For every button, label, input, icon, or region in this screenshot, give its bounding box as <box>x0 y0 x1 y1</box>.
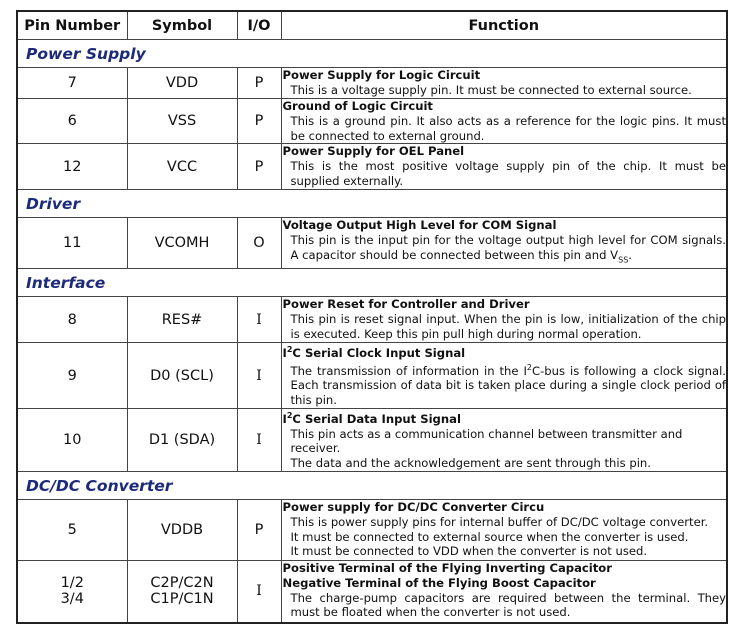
function <box>281 99 727 144</box>
table-row <box>17 409 727 472</box>
pin-number: 10 <box>17 409 127 472</box>
function-title: Negative Terminal of the Flying Boost Capacitor <box>282 575 596 590</box>
pin-number: 9 <box>17 343 127 409</box>
symbol: RES# <box>127 297 237 343</box>
function-title: Voltage Output High Level for COM Signal <box>282 218 557 233</box>
title-text: I <box>282 345 287 360</box>
pin-number <box>17 561 127 623</box>
function-desc: The data and the acknowledgement are sent through this pin. <box>290 456 651 471</box>
function-desc: This is a ground pin. It also acts as a reference for the logic pins. It must be connected to external ground. <box>290 113 726 143</box>
desc-text: C-bus is following a clock signal. Each transmission of data bit is taken place during a single clock period of this pin. <box>290 363 726 408</box>
section-power-supply: Power Supply <box>17 40 727 68</box>
function-desc: This is power supply pins for internal buffer of DC/DC voltage converter. <box>290 514 709 529</box>
symbol: D0 (SCL) <box>127 343 237 409</box>
title-superscript: 2 <box>286 345 293 355</box>
pin-number-1: 1/2 <box>60 575 84 592</box>
io-type: O <box>237 218 281 269</box>
title-text: I <box>282 411 287 426</box>
symbol <box>127 561 237 623</box>
symbol: VCC <box>127 144 237 190</box>
section-driver: Driver <box>17 190 727 218</box>
table-row <box>17 68 727 99</box>
desc-subscript: SS <box>618 255 629 265</box>
section-row <box>17 269 727 297</box>
symbol: VDDB <box>127 500 237 561</box>
section-row <box>17 190 727 218</box>
function-title: Ground of Logic Circuit <box>282 99 433 113</box>
section-row <box>17 472 727 500</box>
function-desc: This pin is reset signal input. When the pin is low, initialization of the chip is executed. Keep this pin pull high during normal operation. <box>290 311 726 341</box>
header-row <box>17 11 727 40</box>
io-type: P <box>237 68 281 99</box>
table-row <box>17 343 727 409</box>
pin-number: 7 <box>17 68 127 99</box>
function-desc: The charge-pump capacitors are required between the terminal. They must be floated when the converter is not used. <box>290 590 726 620</box>
io-type: P <box>237 99 281 144</box>
pin-number: 12 <box>17 144 127 190</box>
io-type: P <box>237 144 281 190</box>
table-row <box>17 561 727 623</box>
function-desc: This is the most positive voltage supply pin of the chip. It must be supplied externally. <box>290 159 726 188</box>
table-row <box>17 500 727 561</box>
io-type: I <box>237 409 281 472</box>
desc-text: This pin is the input pin for the voltage output high level for COM signals. A capacitor should be connected between this pin and V <box>290 233 726 262</box>
function <box>281 409 727 472</box>
title-text: C Serial Clock Input Signal <box>292 345 466 360</box>
pin-number: 11 <box>17 218 127 269</box>
io-type: I <box>237 561 281 623</box>
section-dcdc-converter: DC/DC Converter <box>17 472 727 500</box>
table-row <box>17 99 727 144</box>
symbol: VSS <box>127 99 237 144</box>
function-desc: This pin acts as a communication channel between transmitter and receiver. <box>290 426 683 456</box>
symbol-1: C2P/C2N <box>150 575 214 592</box>
section-row <box>17 40 727 68</box>
function-desc: It must be connected to external source when the converter is used. <box>290 529 689 544</box>
pin-number-2: 3/4 <box>60 591 84 608</box>
function <box>281 297 727 343</box>
header-pin-number: Pin Number <box>17 11 127 40</box>
desc-text: The transmission of information in the I <box>290 363 527 378</box>
function-title <box>282 343 727 361</box>
section-interface: Interface <box>17 269 727 297</box>
pin-number: 5 <box>17 500 127 561</box>
function <box>281 561 727 623</box>
function-title: Power Reset for Controller and Driver <box>282 297 530 312</box>
header-io: I/O <box>237 11 281 40</box>
function <box>281 500 727 561</box>
title-text: C Serial Data Input Signal <box>292 411 461 426</box>
function-desc: It must be connected to VDD when the converter is not used. <box>290 544 648 559</box>
desc-superscript: 2 <box>526 362 532 372</box>
function <box>281 144 727 190</box>
pin-number: 6 <box>17 99 127 144</box>
io-type: I <box>237 297 281 343</box>
header-symbol: Symbol <box>127 11 237 40</box>
table-row <box>17 218 727 269</box>
function-title: Power supply for DC/DC Converter Circu <box>282 500 545 515</box>
function-desc <box>282 233 727 268</box>
pin-number: 8 <box>17 297 127 343</box>
function-desc <box>282 361 727 408</box>
function-title: Power Supply for Logic Circuit <box>282 68 481 82</box>
symbol-2: C1P/C1N <box>150 591 214 608</box>
desc-end: . <box>628 247 632 262</box>
function-title <box>282 409 727 427</box>
table-row <box>17 297 727 343</box>
title-superscript: 2 <box>286 411 293 420</box>
function <box>281 68 727 99</box>
symbol: VCOMH <box>127 218 237 269</box>
symbol: VDD <box>127 68 237 99</box>
symbol: D1 (SDA) <box>127 409 237 472</box>
io-type: P <box>237 500 281 561</box>
function-desc: This is a voltage supply pin. It must be connected to external source. <box>290 82 692 97</box>
pin-description-table <box>16 10 728 624</box>
function-title: Positive Terminal of the Flying Inverting Capacitor <box>282 561 612 576</box>
function <box>281 218 727 269</box>
table-row <box>17 144 727 190</box>
function <box>281 343 727 409</box>
header-function: Function <box>281 11 727 40</box>
io-type: I <box>237 343 281 409</box>
function-title: Power Supply for OEL Panel <box>282 144 465 159</box>
